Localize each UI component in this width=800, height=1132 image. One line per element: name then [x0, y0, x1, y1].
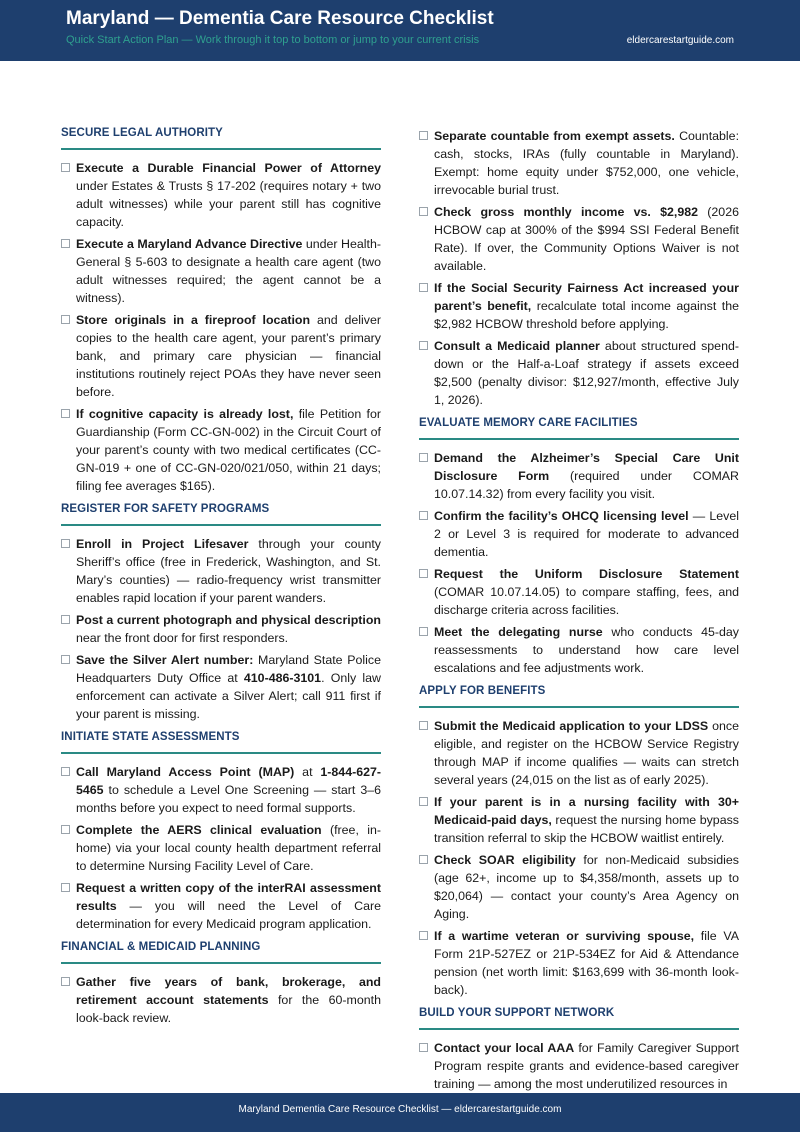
- section-heading: APPLY FOR BENEFITS: [419, 685, 739, 708]
- site-url[interactable]: eldercarestartguide.com: [626, 35, 734, 46]
- section-heading: INITIATE STATE ASSESSMENTS: [61, 731, 381, 754]
- checkbox[interactable]: [419, 721, 428, 730]
- checkbox[interactable]: [419, 797, 428, 806]
- item-emphasis: Separate countable from exempt assets.: [434, 129, 675, 143]
- checkbox[interactable]: [61, 977, 70, 986]
- checklist-item: [61, 611, 381, 647]
- item-emphasis: Submit the Medicaid application to your LDSS: [434, 719, 709, 733]
- section-heading: SECURE LEGAL AUTHORITY: [61, 127, 381, 150]
- checkbox[interactable]: [419, 341, 428, 350]
- checkbox[interactable]: [61, 539, 70, 548]
- checkbox[interactable]: [419, 283, 428, 292]
- checklist-item: [61, 235, 381, 307]
- item-text: [434, 793, 739, 847]
- item-text: [76, 821, 381, 875]
- checklist-section: [61, 503, 381, 723]
- checklist-section: [61, 941, 381, 1027]
- item-detail: once eligible, and register on the HCBOW Service Registry through MAP if income qualifies — waits can stretch several years (24,015 on the list as of early 2025).: [434, 719, 739, 787]
- checklist-item: [419, 927, 739, 999]
- item-text: [76, 311, 381, 401]
- checkbox[interactable]: [61, 655, 70, 664]
- checklist-item: [419, 793, 739, 847]
- section-heading: REGISTER FOR SAFETY PROGRAMS: [61, 503, 381, 526]
- item-emphasis: Post a current photograph and physical description: [76, 613, 381, 627]
- item-text: [434, 717, 739, 789]
- checklist-item: [61, 311, 381, 401]
- item-detail: near the front door for first responders.: [76, 631, 289, 645]
- item-emphasis: If your parent is in a nursing facility with 30+ Medicaid-paid days,: [434, 795, 739, 827]
- item-text: [434, 507, 739, 561]
- item-detail: at: [294, 765, 321, 779]
- item-detail: who conducts 45-day reassessments to understand how care level escalations and fee adjustments work.: [434, 625, 739, 675]
- item-emphasis: Execute a Durable Financial Power of Attorney: [76, 161, 381, 175]
- item-emphasis: Demand the Alzheimer’s Special Care Unit Disclosure Form: [434, 451, 739, 483]
- item-emphasis: Gather five years of bank, brokerage, and retirement account statements: [76, 975, 381, 1007]
- item-text: [434, 623, 739, 677]
- item-emphasis: If the Social Security Fairness Act increased your parent’s benefit,: [434, 281, 739, 313]
- item-detail: recalculate total income against the $2,982 HCBOW threshold before applying.: [434, 299, 739, 331]
- item-emphasis: Check SOAR eligibility: [434, 853, 576, 867]
- checklist-section: [419, 685, 739, 999]
- section-heading: EVALUATE MEMORY CARE FACILITIES: [419, 417, 739, 440]
- checklist-item: [419, 279, 739, 333]
- item-detail: Countable: cash, stocks, IRAs (fully countable in Maryland). Exempt: home equity under $752,000, one vehicle, irrevocable burial trust.: [434, 129, 740, 197]
- checklist-item: [61, 405, 381, 495]
- checklist-item: [419, 449, 739, 503]
- item-detail: (free, in-home) via your local county health department referral to determine Nursing Facility Level of Care.: [76, 823, 381, 873]
- checkbox[interactable]: [419, 511, 428, 520]
- checklist-item: [61, 973, 381, 1027]
- item-text: [434, 927, 739, 999]
- item-text: [76, 535, 381, 607]
- item-text: [434, 127, 739, 199]
- checklist-section: [61, 127, 381, 495]
- item-emphasis: If a wartime veteran or surviving spouse,: [434, 929, 695, 943]
- item-text: [434, 449, 739, 503]
- checkbox[interactable]: [419, 453, 428, 462]
- checklist-item: [419, 851, 739, 923]
- right-column: [419, 127, 739, 1101]
- checkbox[interactable]: [61, 239, 70, 248]
- item-text: [76, 651, 381, 723]
- item-text: [434, 1039, 739, 1093]
- item-emphasis: Call Maryland Access Point (MAP): [76, 765, 295, 779]
- item-emphasis: Save the Silver Alert number:: [76, 653, 254, 667]
- checkbox[interactable]: [419, 207, 428, 216]
- checklist-item: [61, 821, 381, 875]
- item-detail: . Only law enforcement can activate a Silver Alert; call 911 first if your parent is missing.: [76, 671, 382, 721]
- page-footer: Maryland Dementia Care Resource Checklist — eldercarestartguide.com: [0, 1093, 800, 1132]
- checkbox[interactable]: [61, 825, 70, 834]
- item-detail: to schedule a Level One Screening — start 3–6 months before you expect to need formal supports.: [76, 783, 381, 815]
- item-text: [76, 611, 381, 647]
- checklist-section: [419, 127, 739, 409]
- item-detail: file VA Form 21P-527EZ or 21P-534EZ for Aid & Attendance pension (net worth limit: $163,699 with 36-month look-back).: [434, 929, 739, 997]
- item-text: [434, 203, 739, 275]
- item-emphasis: Confirm the facility’s OHCQ licensing level: [434, 509, 689, 523]
- section-heading: BUILD YOUR SUPPORT NETWORK: [419, 1007, 739, 1030]
- item-detail: (2026 HCBOW cap at 300% of the $994 SSI Federal Benefit Rate). If over, the Community Options Waiver is not available.: [434, 205, 739, 273]
- item-text: [76, 879, 381, 933]
- checklist-item: [419, 203, 739, 275]
- checklist-item: [61, 763, 381, 817]
- checklist-item: [419, 565, 739, 619]
- item-text: [434, 851, 739, 923]
- item-text: [76, 763, 381, 817]
- checkbox[interactable]: [61, 315, 70, 324]
- checkbox[interactable]: [61, 615, 70, 624]
- item-text: [76, 235, 381, 307]
- item-emphasis: Meet the delegating nurse: [434, 625, 603, 639]
- item-detail: about structured spend-down or the Half-a-Loaf strategy if assets exceed $2,500 (penalty divisor: $12,927/month, effective July 1, 2026).: [434, 339, 739, 407]
- checkbox[interactable]: [61, 163, 70, 172]
- item-detail: through your county Sheriff’s office (free in Frederick, Washington, and St. Mary’s counties) — radio-frequency wrist transmitter enables rapid location if your parent wanders.: [76, 537, 381, 605]
- item-emphasis: Consult a Medicaid planner: [434, 339, 600, 353]
- item-detail: request the nursing home bypass transition referral to skip the HCBOW waitlist entirely.: [434, 813, 739, 845]
- checklist-item: [419, 717, 739, 789]
- item-text: [76, 405, 381, 495]
- item-detail: under Estates & Trusts § 17-202 (requires notary + two adult witnesses) while your parent still has cognitive capacity.: [76, 179, 381, 229]
- item-emphasis: Contact your local AAA: [434, 1041, 575, 1055]
- checkbox[interactable]: [419, 931, 428, 940]
- item-text: [76, 973, 381, 1027]
- checkbox[interactable]: [61, 767, 70, 776]
- item-emphasis: Enroll in Project Lifesaver: [76, 537, 249, 551]
- checklist-item: [419, 337, 739, 409]
- item-emphasis: Check gross monthly income vs. $2,982: [434, 205, 699, 219]
- checkbox[interactable]: [419, 627, 428, 636]
- item-emphasis: Request a written copy of the interRAI assessment results: [76, 881, 381, 913]
- item-detail: — you will need the Level of Care determination for every Medicaid program application.: [76, 899, 381, 931]
- item-emphasis: Store originals in a fireproof location: [76, 313, 311, 327]
- checkbox[interactable]: [419, 131, 428, 140]
- item-detail: for non-Medicaid subsidies (age 62+, income up to $4,358/month, assets up to $20,064) — contact your county’s Area Agency on Aging.: [434, 853, 739, 921]
- checklist-item: [419, 623, 739, 677]
- item-detail: and deliver copies to the health care agent, your parent’s primary bank, and primary care physician — financial institutions routinely reject POAs they have never seen before.: [76, 313, 381, 399]
- item-emphasis: 1-844-627-5465: [76, 765, 382, 797]
- checklist-item: [419, 1039, 739, 1093]
- item-detail: (required under COMAR 10.07.14.32) from every facility you visit.: [434, 469, 739, 501]
- checklist-section: [419, 417, 739, 677]
- item-emphasis: Execute a Maryland Advance Directive: [76, 237, 303, 251]
- checklist-item: [419, 507, 739, 561]
- checklist-item: [61, 651, 381, 723]
- checkbox[interactable]: [419, 1043, 428, 1052]
- item-emphasis: 410-486-3101: [243, 671, 322, 685]
- item-text: [434, 565, 739, 619]
- checklist-section: [419, 1007, 739, 1093]
- page-header: [0, 0, 800, 61]
- section-heading: FINANCIAL & MEDICAID PLANNING: [61, 941, 381, 964]
- checklist-item: [419, 127, 739, 199]
- item-detail: under Health-General § 5-603 to designate a health care agent (two adult witnesses required; the agent cannot be a witness).: [76, 237, 381, 305]
- item-detail: for Family Caregiver Support Program respite grants and evidence-based caregiver training — among the most underutilized resources in: [434, 1041, 739, 1091]
- checkbox[interactable]: [419, 569, 428, 578]
- left-column: [61, 127, 381, 1035]
- item-detail: (COMAR 10.07.14.05) to compare staffing, fees, and discharge criteria across facilities.: [434, 585, 739, 617]
- checkbox[interactable]: [419, 855, 428, 864]
- checklist-item: [61, 879, 381, 933]
- item-text: [434, 279, 739, 333]
- item-detail: Maryland State Police Headquarters Duty Office at: [76, 653, 381, 685]
- item-detail: — Level 2 or Level 3 is required for moderate to advanced dementia.: [434, 509, 740, 559]
- item-emphasis: If cognitive capacity is already lost,: [76, 407, 294, 421]
- checklist-item: [61, 159, 381, 231]
- item-detail: file Petition for Guardianship (Form CC-GN-002) in the Circuit Court of your parent’s county with two medical certificates (CC-GN-019 + one of CC-GN-020/021/050, within 21 days; filing fee averages $165).: [76, 407, 381, 493]
- item-text: [76, 159, 381, 231]
- page-title: Maryland — Dementia Care Resource Checklist: [66, 8, 494, 29]
- checklist-item: [61, 535, 381, 607]
- checklist-section: [61, 731, 381, 933]
- checkbox[interactable]: [61, 409, 70, 418]
- page-subtitle: Quick Start Action Plan — Work through it top to bottom or jump to your current crisis: [66, 34, 480, 46]
- checkbox[interactable]: [61, 883, 70, 892]
- item-emphasis: Request the Uniform Disclosure Statement: [434, 567, 739, 581]
- item-emphasis: Complete the AERS clinical evaluation: [76, 823, 322, 837]
- item-text: [434, 337, 739, 409]
- item-detail: for the 60-month look-back review.: [76, 993, 381, 1025]
